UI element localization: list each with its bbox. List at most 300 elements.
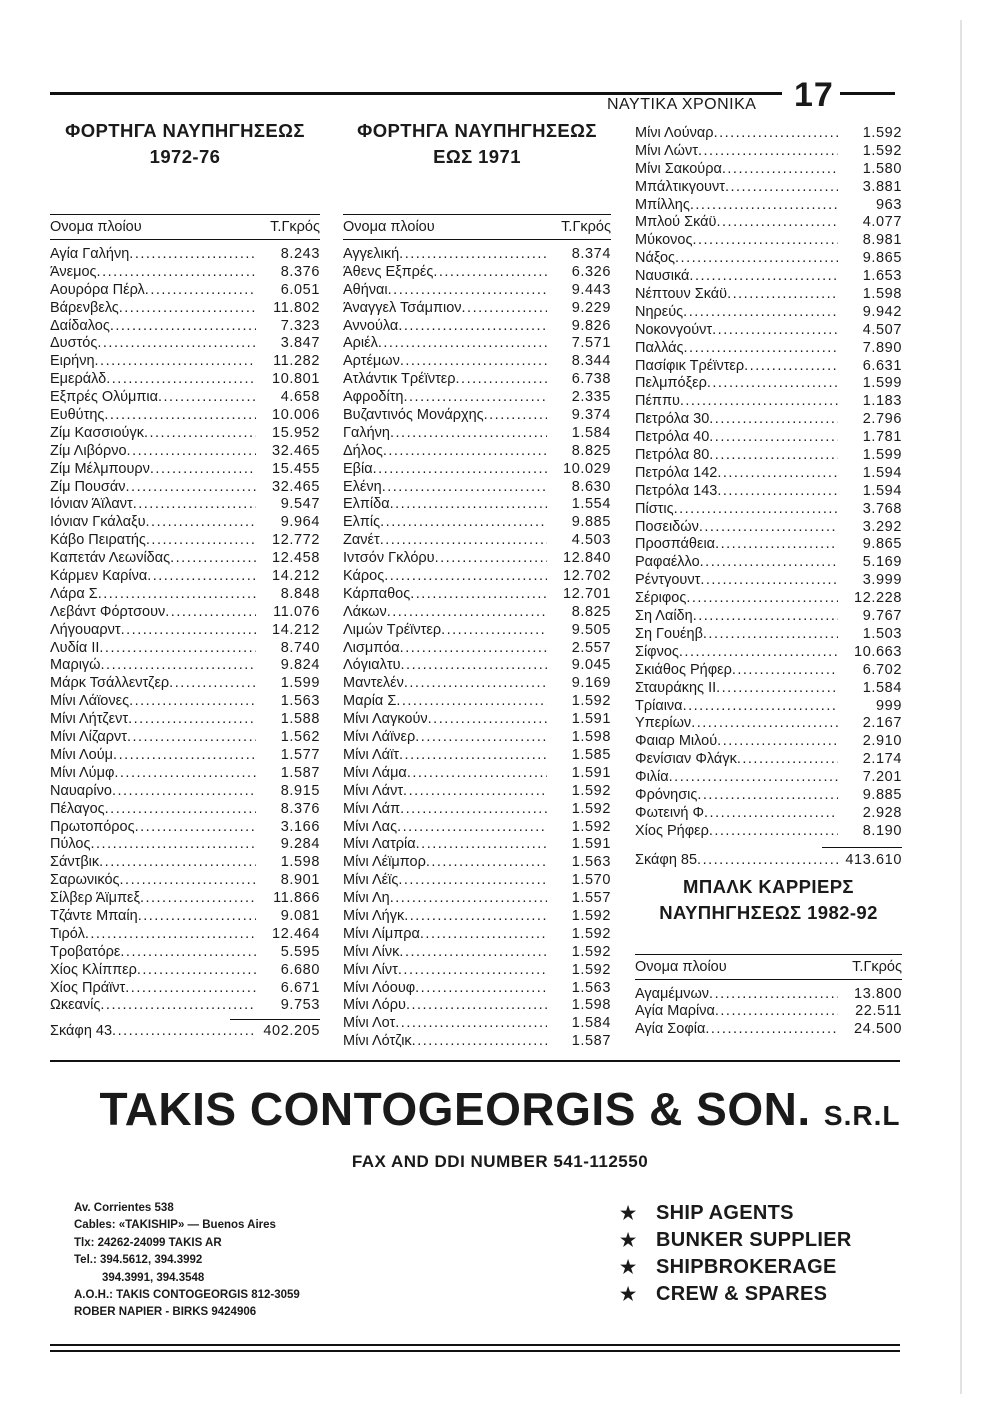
dot-leader [146,532,256,550]
ship-row [50,461,320,479]
ship-name: Πετρόλα 142 [635,464,718,481]
ship-name: Νηρεύς [635,303,684,320]
dot-leader [120,944,256,962]
service-label: SHIPBROKERAGE [656,1256,837,1278]
ship-name: Αθήναι [343,281,388,298]
dot-leader [150,461,256,479]
ship-row [635,483,902,501]
ship-row [50,514,320,532]
ship-row [343,568,611,586]
total-rule [230,1019,320,1020]
dot-leader [697,787,838,805]
dot-leader [426,854,547,872]
page-number: 17 [794,76,834,114]
ship-tonnage: 8.740 [280,639,320,656]
ship-row [50,926,320,944]
ship-tonnage: 1.592 [571,782,611,799]
ship-name: Μίνι Λοτ [343,1015,396,1032]
ship-name: Πίστις [635,500,674,517]
ship-row [343,532,611,550]
ship-name: Καπετάν Λεωνίδας [50,550,171,567]
dot-leader [146,514,256,532]
ship-row [343,765,611,783]
ship-name: Μίνι Λήγκ [343,907,405,924]
ship-tonnage: 9.284 [280,836,320,853]
ship-tonnage: 6.671 [280,979,320,996]
col-header-tonnage: Τ.Γκρός [561,219,611,235]
dot-leader [390,425,547,443]
dot-leader [85,926,256,944]
ship-name: Εμεράλδ [50,371,107,388]
ship-tonnage: 3.847 [280,335,320,352]
dot-leader [420,926,547,944]
ship-row [635,250,902,268]
ship-row [343,801,611,819]
company-name-text: TAKIS CONTOGEORGIS & SON. [99,1083,811,1135]
ship-row [343,819,611,837]
ship-row [635,680,902,698]
ship-tonnage: 1.587 [571,1033,611,1050]
ship-tonnage: 2.557 [571,639,611,656]
ship-tonnage: 1.592 [571,818,611,835]
dot-leader [390,890,547,908]
dot-leader [462,300,547,318]
ship-name: Σαρωνικός [50,872,120,889]
ship-row [50,586,320,604]
ship-name: Κάρμεν Καρίνα [50,568,148,585]
dot-leader [704,805,838,823]
dot-leader [129,246,256,264]
ship-tonnage: 22.511 [855,1003,902,1020]
dot-leader [484,407,547,425]
ship-tonnage: 9.865 [862,536,902,553]
ship-row [343,335,611,353]
ship-row [50,675,320,693]
dot-leader [97,335,256,353]
ship-name: Βυζαντινός Μονάρχης [343,407,484,424]
ship-name: Ποσειδών [635,518,699,535]
ship-row [50,407,320,425]
ship-row [343,496,611,514]
ship-tonnage: 3.166 [280,818,320,835]
ship-tonnage: 1.585 [571,746,611,763]
section-subtitle: 1972-76 [149,146,221,167]
dot-leader [399,747,547,765]
table-header [50,215,320,239]
dot-leader [725,179,838,197]
ship-name: Πετρόλα 80 [635,447,710,464]
ship-row [50,997,320,1015]
ship-row [635,125,902,143]
ship-name: Αννούλα [343,317,399,334]
column-cargo-continued [635,125,902,1039]
ship-tonnage: 4.077 [862,214,902,231]
ship-tonnage: 8.344 [571,353,611,370]
ship-name: Κάρος [343,568,385,585]
ship-row [635,590,902,608]
ship-name: Σκιάθος Ρήφερ [635,661,732,678]
ship-name: Αγία Μαρίνα [635,1003,715,1020]
ship-tonnage: 1.557 [571,890,611,907]
dot-leader [727,286,838,304]
dot-leader [669,769,838,787]
dot-leader [456,371,547,389]
ship-name: Μίνι Λόρυ [343,997,406,1014]
ship-tonnage: 8.630 [571,478,611,495]
ship-name: Πετρόλα 30 [635,411,710,428]
ship-name: Ιόνιαν Άϊλαντ [50,496,133,513]
ship-tonnage: 13.800 [854,985,902,1002]
ship-name: Ιντσόν Γκλόρυ [343,550,435,567]
dot-leader [441,622,547,640]
dot-leader [674,501,838,519]
ship-row [343,318,611,336]
ship-tonnage: 7.323 [280,317,320,334]
dot-leader [119,300,256,318]
total-value: 402.205 [263,1023,320,1040]
ship-row [50,550,320,568]
ship-tonnage: 11.866 [273,890,320,907]
ship-row [50,783,320,801]
ship-name: Εβία [343,460,373,477]
ship-row [50,300,320,318]
ship-row [343,353,611,371]
dot-leader [707,375,838,393]
ship-name: Μάρκ Τσάλλεντζερ [50,675,170,692]
ship-tonnage: 1.598 [571,729,611,746]
ship-tonnage: 1.584 [571,1015,611,1032]
dot-leader [703,626,838,644]
ship-row [635,161,902,179]
dot-leader [126,479,256,497]
ship-name: Μίνι Λήτζεντ [50,711,129,728]
ship-tonnage: 11.282 [273,353,320,370]
ship-tonnage: 7.201 [862,769,902,786]
dot-leader [384,568,547,586]
ship-tonnage: 6.326 [571,263,611,280]
ship-name: Ατλάντικ Τρέϊντερ [343,371,456,388]
ship-row [50,765,320,783]
ship-tonnage: 9.885 [862,786,902,803]
dot-leader [675,250,838,268]
ship-row [635,411,902,429]
table-header [635,955,902,979]
ship-tonnage: 1.563 [571,854,611,871]
col-header-tonnage: Τ.Γκρός [270,219,320,235]
ship-row [343,407,611,425]
ship-tonnage: 1.592 [571,943,611,960]
ship-tonnage: 9.169 [571,675,611,692]
dot-leader [717,733,838,751]
dot-leader [137,962,256,980]
footer-rule-top [50,1344,900,1346]
ship-name: Ζίμ Πουσάν [50,478,126,495]
dot-leader [398,872,547,890]
ship-row [50,944,320,962]
ship-row [50,890,320,908]
ship-tonnage: 8.981 [862,232,902,249]
ship-name: Γαλήνη [343,424,390,441]
ship-tonnage: 8.848 [280,585,320,602]
dot-leader [403,783,547,801]
dot-leader [398,962,547,980]
dot-leader [373,461,547,479]
dot-leader [692,232,838,250]
ship-name: Τιρόλ [50,925,85,942]
ship-name: Ρέντγουντ [635,572,701,589]
ship-name: Εξπρές Ολύμπια [50,389,158,406]
ship-name: Πρωτοπόρος [50,818,135,835]
ship-tonnage: 12.772 [272,532,320,549]
service-label: SHIP AGENTS [656,1202,794,1224]
address-line: 394.3991, 394.3548 [102,1271,205,1284]
ship-name: Λήγουαρντ [50,621,121,638]
ship-name: Πελμπόξερ [635,375,707,392]
dot-leader [716,680,838,698]
ship-name: Μίνι Λάϊνερ [343,729,416,746]
total-row [50,1023,320,1041]
ship-row [343,264,611,282]
dot-leader [415,980,547,998]
ship-name: Ελπίς [343,514,381,531]
dot-leader [380,532,547,550]
star-icon: ★ [620,1284,637,1304]
ship-name: Αριέλ [343,335,378,352]
ship-tonnage: 9.229 [571,299,611,316]
dot-leader [120,872,256,890]
ship-tonnage: 9.767 [862,608,902,625]
page-edge-line [960,20,962,1394]
ship-row [343,908,611,926]
ship-row [50,747,320,765]
ship-name: Χίος Κλίππερ [50,961,137,978]
ship-name: Ναυσικά [635,268,690,285]
ship-tonnage: 9.081 [280,907,320,924]
ship-name: Μίνι Λώντ [635,142,698,159]
header-rule-right [840,92,895,95]
dot-leader [435,550,547,568]
ship-name: Άναγγελ Τσάμπιον [343,299,462,316]
ship-row [635,1021,902,1039]
ship-row [50,711,320,729]
dot-leader [158,389,256,407]
running-header: ΝΑΥΤΙΚΑ ΧΡΟΝΙΚΑ [607,96,757,113]
ship-tonnage: 6.051 [280,281,320,298]
ship-row [343,675,611,693]
ship-row [343,246,611,264]
ship-tonnage: 2.796 [862,411,902,428]
ship-name: Λυδία ΙΙ [50,639,100,656]
ship-tonnage: 24.500 [854,1021,902,1038]
ship-tonnage: 1.592 [571,961,611,978]
ship-name: Αουρόρα Πέρλ [50,281,145,298]
ship-name: Μίνι Λέϊς [343,872,399,889]
dot-leader [401,657,547,675]
dot-leader [382,479,547,497]
dot-leader [699,519,838,537]
ship-name: Μύκονος [635,232,693,249]
ship-name: Πέππυ [635,393,680,410]
ship-name: Μίνι Λας [343,818,398,835]
ship-tonnage: 1.591 [571,764,611,781]
bulk-section-subtitle: ΝΑΥΠΗΓΗΣΕΩΣ 1982-92 [659,901,878,923]
ship-tonnage: 8.376 [280,800,320,817]
dot-leader [700,572,838,590]
ship-name: Παλλάς [635,339,684,356]
ship-name: Μίνι Λάπ [343,800,401,817]
ship-tonnage: 12.701 [563,585,611,602]
ship-name: Αφροδίτη [343,389,404,406]
ship-row [50,622,320,640]
ship-row [635,823,902,841]
ship-row [343,461,611,479]
ship-name: Λάρα Σ [50,585,98,602]
ship-tonnage: 11.802 [273,299,320,316]
ship-row [50,479,320,497]
ship-row [635,805,902,823]
dot-leader [690,197,838,215]
ship-name: Φωτεινή Φ [635,804,705,821]
ship-tonnage: 1.594 [862,482,902,499]
ship-tonnage: 1.570 [571,872,611,889]
dot-leader [400,353,547,371]
dot-leader [169,675,256,693]
ship-row [50,318,320,336]
ship-name: Τρίαινα [635,697,683,714]
ship-name: Κάβο Πειρατής [50,532,146,549]
ship-name: Ζίμ Κασσιούγκ [50,424,144,441]
ship-row [50,962,320,980]
ship-tonnage: 10.029 [563,460,611,477]
ship-tonnage: 8.901 [280,872,320,889]
ship-tonnage: 3.881 [862,178,902,195]
ship-row [635,986,902,1004]
dot-leader [709,447,838,465]
dot-leader [97,264,256,282]
ship-name: Μίνι Λη [343,890,390,907]
ship-name: Μίνι Λάϊονες [50,693,130,710]
ship-tonnage: 32.465 [272,478,320,495]
ship-tonnage: 1.592 [571,693,611,710]
dot-leader [140,890,256,908]
ship-tonnage: 1.183 [862,393,902,410]
ship-row [50,693,320,711]
star-icon: ★ [620,1230,637,1250]
ship-tonnage: 9.824 [280,657,320,674]
ship-name: Δυστός [50,335,98,352]
dot-leader [101,657,256,675]
dot-leader [395,1015,547,1033]
dot-leader [98,586,256,604]
dot-leader [412,1033,547,1051]
ship-tonnage: 1.554 [571,496,611,513]
ship-tonnage: 1.503 [862,625,902,642]
bulk-ship-list [635,986,902,1040]
header-rule-left [50,92,782,95]
ship-name: Ελένη [343,478,382,495]
ship-row [635,322,902,340]
dot-leader [95,353,256,371]
dot-leader [686,590,838,608]
ship-row [343,872,611,890]
ship-row [635,143,902,161]
address-line: Tel.: 394.5612, 394.3992 [74,1254,203,1267]
ship-tonnage: 2.928 [862,804,902,821]
ship-row [343,657,611,675]
ship-tonnage: 1.598 [571,997,611,1014]
dot-leader [390,496,547,514]
ship-name: Μίνι Λάντ [343,782,404,799]
total-label: Σκάφη 43 [50,1023,113,1040]
ship-row [635,733,902,751]
dot-leader [399,246,547,264]
ship-name: Ιόνιαν Γκάλαξυ [50,514,146,531]
ship-tonnage: 1.599 [862,375,902,392]
ship-tonnage: 12.702 [563,568,611,585]
ship-row [343,693,611,711]
ship-name: Λόγιαλτυ [343,657,401,674]
ship-row [343,1015,611,1033]
ship-row [343,550,611,568]
ship-tonnage: 1.653 [862,268,902,285]
ship-name: Μπάλτικγουντ [635,178,725,195]
ship-tonnage: 1.580 [862,160,902,177]
dot-leader [715,1003,838,1021]
star-icon: ★ [620,1257,637,1277]
ship-tonnage: 5.169 [862,554,902,571]
ship-name: Μίνι Λίμπρα [343,925,420,942]
dot-leader [705,1021,838,1039]
ship-name: Ωκεανίς [50,997,101,1014]
ship-tonnage: 9.865 [862,250,902,267]
ship-tonnage: 1.577 [280,746,320,763]
ship-row [343,1033,611,1051]
dot-leader [737,751,838,769]
ship-name: Τροβατόρε [50,943,121,960]
dot-leader [110,318,256,336]
ship-name: Βάρενβελς [50,299,119,316]
ship-row [343,479,611,497]
ship-tonnage: 8.825 [571,442,611,459]
ship-tonnage: 1.591 [571,836,611,853]
ship-row [635,447,902,465]
ship-tonnage: 4.503 [571,532,611,549]
ship-row [50,854,320,872]
dot-leader [689,268,838,286]
ship-name: Ναυαρίνο [50,782,112,799]
ship-name: Άνεμος [50,263,97,280]
ship-row [343,747,611,765]
dot-leader [399,944,547,962]
dot-leader [722,161,838,179]
ship-row [635,769,902,787]
dot-leader [712,322,838,340]
ship-row [343,300,611,318]
ship-row [50,872,320,890]
ship-row [635,375,902,393]
ship-row [635,698,902,716]
ship-tonnage: 1.584 [862,679,902,696]
ship-name: Πύλος [50,836,91,853]
ship-tonnage: 1.599 [862,447,902,464]
ship-row [50,729,320,747]
total-value: 413.610 [845,851,902,868]
ship-name: Σάντβικ [50,854,100,871]
ship-tonnage: 8.374 [571,246,611,262]
dot-leader [127,729,256,747]
dot-leader [135,819,256,837]
ship-row [50,568,320,586]
